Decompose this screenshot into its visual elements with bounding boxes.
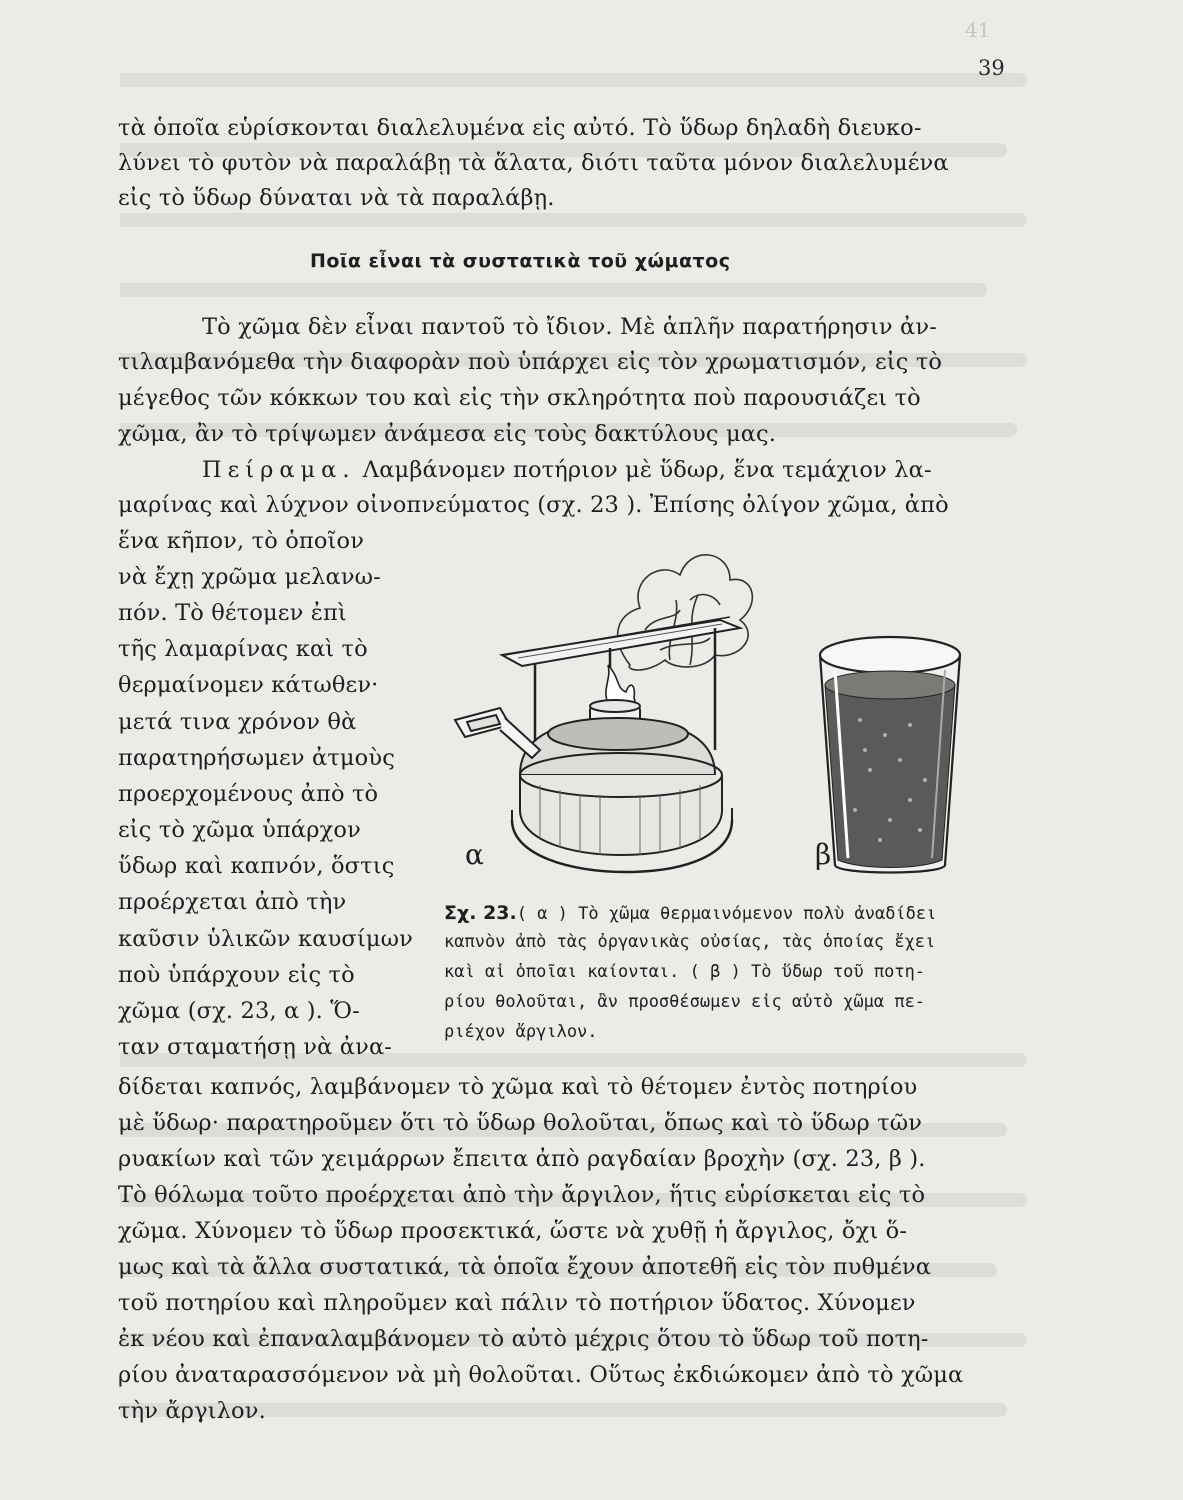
narrow-line: προερχομένους ἀπὸ τὸ [118, 781, 379, 807]
narrow-line: ἕνα κῆπον, τὸ ὁποῖον [118, 528, 365, 554]
narrow-line: ταν σταματήσῃ νὰ ἀνα- [118, 1034, 393, 1060]
experiment-line [202, 459, 932, 482]
final-line: ρίου ἀναταρασσόμενον νὰ μὴ θολοῦται. Οὕτως ἐκδιώκομεν ἀπὸ τὸ χῶμα [118, 1362, 964, 1388]
figure-caption-line: καὶ αἱ ὁποῖαι καίονται. ( β ) Τὸ ὕδωρ τοῦ ποτη- [444, 962, 926, 982]
final-line: Τὸ θόλωμα τοῦτο προέρχεται ἀπὸ τὴν ἄργιλον, ἥτις εὑρίσκεται εἰς τὸ [118, 1182, 926, 1208]
figure-label-a: α [465, 838, 484, 871]
narrow-line: νὰ ἔχῃ χρῶμα μελανω- [118, 564, 381, 590]
final-line: μως καὶ τὰ ἄλλα συστατικά, τὰ ὁποῖα ἔχουν ἀποτεθῆ εἰς τὸν πυθμένα [118, 1254, 932, 1280]
final-line: χῶμα. Χύνομεν τὸ ὕδωρ προσεκτικά, ὥστε νὰ χυθῇ ἡ ἄργιλος, ὄχι ὅ- [118, 1218, 908, 1244]
narrow-line: χῶμα (σχ. 23, α ). Ὅ- [118, 998, 360, 1024]
final-line: τὴν ἄργιλον. [118, 1398, 266, 1424]
final-line: ἐκ νέου καὶ ἐπαναλαμβάνομεν τὸ αὐτὸ μέχρις ὅτου τὸ ὕδωρ τοῦ ποτη- [118, 1326, 929, 1352]
narrow-line: εἰς τὸ χῶμα ὑπάρχον [118, 817, 361, 843]
final-line: μὲ ὕδωρ· παρατηροῦμεν ὅτι τὸ ὕδωρ θολοῦται, ὅπως καὶ τὸ ὕδωρ τῶν [118, 1110, 923, 1136]
figure-caption-line [444, 904, 936, 923]
glass-of-water [820, 637, 960, 873]
intro-line: τὰ ὁποῖα εὑρίσκονται διαλελυμένα εἰς αὐτό. Τὸ ὕδωρ δηλαδὴ διευκο- [118, 115, 922, 141]
narrow-line: πόν. Τὸ θέτομεν ἐπὶ [118, 600, 347, 626]
final-line: τοῦ ποτηρίου καὶ πληροῦμεν καὶ πάλιν τὸ ποτήριον ὕδατος. Χύνομεν [118, 1290, 916, 1316]
paragraph-line: τιλαμβανόμεθα τὴν διαφορὰν ποὺ ὑπάρχει εἰς τὸν χρωματισμόν, εἰς τὸ [118, 349, 943, 375]
narrow-line: ὕδωρ καὶ καπνόν, ὅστις [118, 853, 395, 879]
narrow-line: ποὺ ὑπάρχουν εἰς τὸ [118, 962, 355, 988]
narrow-line: προέρχεται ἀπὸ τὴν [118, 889, 347, 915]
final-line: δίδεται καπνός, λαμβάνομεν τὸ χῶμα καὶ τὸ θέτομεν ἐντὸς ποτηρίου [118, 1074, 918, 1100]
figure-caption-line: καπνὸν ἀπὸ τὰς ὀργανικὰς οὐσίας, τὰς ὁποίας ἔχει [444, 932, 936, 952]
experiment-line: μαρίνας καὶ λύχνον οἰνοπνεύματος (σχ. 23 ). Ἐπίσης ὀλίγον χῶμα, ἀπὸ [118, 492, 949, 518]
narrow-line: παρατηρήσωμεν ἀτμοὺς [118, 745, 395, 771]
final-line: ρυακίων καὶ τῶν χειμάρρων ἔπειτα ἀπὸ ραγδαίαν βροχὴν (σχ. 23, β ). [118, 1146, 926, 1172]
paragraph-line: χῶμα, ἂν τὸ τρίψωμεν ἀνάμεσα εἰς τοὺς δακτύλους μας. [118, 421, 777, 447]
intro-line: εἰς τὸ ὕδωρ δύναται νὰ τὰ παραλάβῃ. [118, 185, 555, 211]
intro-line: λύνει τὸ φυτὸν νὰ παραλάβῃ τὰ ἅλατα, διότι ταῦτα μόνον διαλελυμένα [118, 150, 949, 176]
spirit-lamp [512, 700, 732, 872]
narrow-line: μετά τινα χρόνον θὰ [118, 709, 357, 735]
experiment-word: Πείραμα. [202, 457, 356, 483]
figure-caption-line: ριέχον ἄργιλον. [444, 1022, 598, 1042]
figure-caption-line: ρίου θολοῦται, ἂν προσθέσωμεν εἰς αὐτὸ χῶμα πε- [444, 992, 926, 1012]
figure-caption-text: ( α ) Τὸ χῶμα θερμαινόμενον πολὺ ἀναδίδει [516, 904, 937, 924]
figure-label-b: β [815, 838, 832, 871]
section-heading: Ποῖα εἶναι τὰ συστατικὰ τοῦ χώματος [310, 250, 731, 272]
paragraph-line: Τὸ χῶμα δὲν εἶναι παντοῦ τὸ ἴδιον. Μὲ ἁπλῆν παρατήρησιν ἀν- [202, 314, 937, 340]
figure-23-illustration [440, 520, 1040, 890]
paragraph-line: μέγεθος τῶν κόκκων του καὶ εἰς τὴν σκληρότητα ποὺ παρουσιάζει τὸ [118, 385, 921, 411]
narrow-line: θερμαίνομεν κάτωθεν· [118, 672, 379, 698]
experiment-text: Λαμβάνομεν ποτήριον μὲ ὕδωρ, ἕνα τεμάχιον λα- [355, 457, 932, 483]
narrow-line: τῆς λαμαρίνας καὶ τὸ [118, 636, 368, 662]
lamp-handle [455, 708, 540, 758]
smoke-illustration [618, 555, 753, 670]
faint-page-number: 41 [965, 18, 991, 42]
page-number: 39 [978, 56, 1005, 80]
figure-caption-label: Σχ. 23. [444, 902, 517, 924]
narrow-line: καῦσιν ὑλικῶν καυσίμων [118, 926, 414, 952]
